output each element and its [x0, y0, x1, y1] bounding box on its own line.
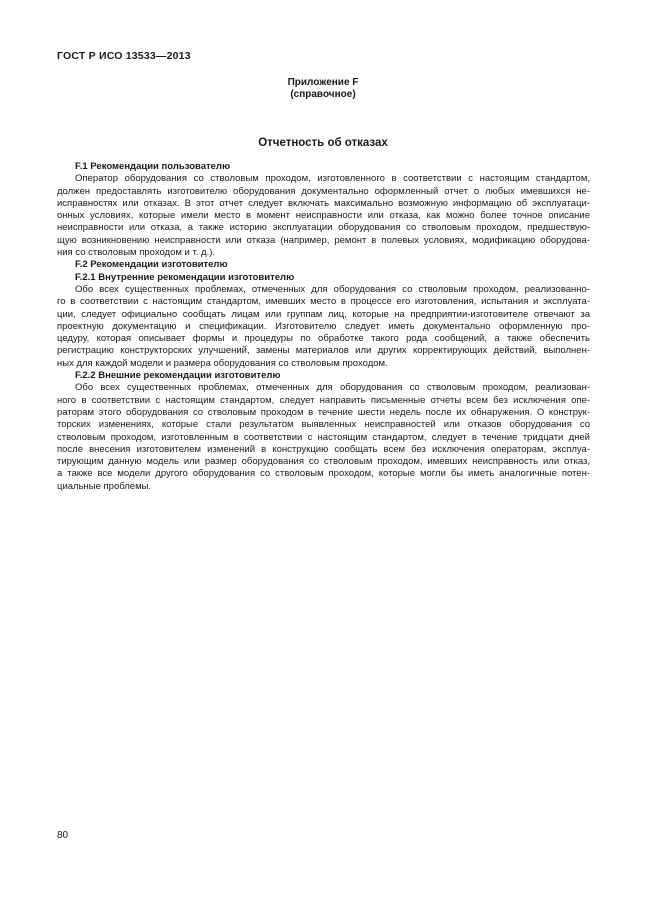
section-heading: F.2.1 Внутренние рекомендации изготовителю [75, 271, 295, 283]
paragraph-line: Обо всех существенных проблемах, отмеченных для оборудования со стволовым проходом, реализованно- [75, 283, 590, 295]
appendix-title: Приложение F [287, 77, 359, 88]
paragraph-line: неисправности или отказа, а также историю эксплуатации оборудования со стволовым проходом, предшествую- [57, 222, 590, 234]
paragraph-line: регистрацию конструкторских улучшений, замены материалов или других корректирующих действий, выполнен- [57, 345, 590, 357]
paragraph-line: тирующим данную модель или размер оборудования со стволовым проходом, имевших неисправность или отказ, [57, 456, 590, 468]
paragraph-line: циальные проблемы. [57, 480, 152, 492]
paragraph-line: ния со стволовым проходом и т. д.). [57, 247, 216, 259]
paragraph-line: щую возникновению неисправности или отказа (например, ремонт в полевых условиях, модификацию оборудова- [57, 234, 590, 246]
page-number: 80 [57, 830, 69, 841]
section-heading: F.2.2 Внешние рекомендации изготовителю [75, 370, 281, 382]
appendix-block [0, 77, 646, 100]
paragraph-line: го в соответствии с настоящим стандартом, имевших место в процессе его изготовления, испытания и эксплуата- [57, 296, 590, 308]
paragraph-line: цедуру, которая описывает формы и процедуры по обработке такого рода сообщений, а также обеспечить [57, 333, 590, 345]
paragraph-line: стволовым проходом, изготовленным в соответствии с настоящим стандартом, следует в течение тридцати дней [57, 431, 590, 443]
document-body [57, 161, 590, 493]
section-heading: F.1 Рекомендации пользователю [75, 161, 231, 172]
paragraph-line: а также все модели другого оборудования со стволовым проходом, которые могли бы иметь аналогичные потен- [57, 468, 590, 480]
appendix-subtitle: (справочное) [290, 88, 356, 100]
paragraph-line: ных для каждой модели и размера оборудования со стволовым проходом. [57, 357, 388, 369]
paragraph-line: раторам этого оборудования со стволовым проходом в течение шести недель после их обнаружения. О конструк- [57, 406, 590, 418]
paragraph-line: ции, следует официально сообщать лицам или группам лиц, которые на предприятии-изготовителе отвечают за [57, 308, 590, 320]
document-standard-number: ГОСТ Р ИСО 13533—2013 [57, 50, 191, 62]
paragraph-line: проектную документацию и спецификации. Изготовителю следует иметь документально оформленную про- [57, 320, 590, 332]
paragraph-line: онных условиях, которые имели место в момент неисправности или отказа, как можно более точное описание [57, 210, 590, 222]
paragraph-line: должен предоставлять изготовителю оборудования документально оформленный отчет о любых имевшихся не- [57, 185, 590, 197]
page-title: Отчетность об отказах [258, 137, 388, 149]
paragraph-line: исправностях или отказах. В этот отчет следует включать максимально возможную информацию об эксплуатаци- [57, 197, 590, 209]
paragraph-line: ного в соответствии с настоящим стандартом, следует направить письменные отчеты всем без исключения опе- [57, 394, 590, 406]
section-heading: F.2 Рекомендации изготовителю [75, 259, 228, 271]
paragraph-line: Обо всех существенных проблемах, отмеченных для оборудования со стволовым проходом, реализован- [75, 382, 590, 394]
paragraph-line: Оператор оборудования со стволовым проходом, изготовленного в соответствии с настоящим стандартом, [75, 173, 590, 185]
paragraph-line: после внесения изготовителем изменений в конструкцию сообщать всем без исключения операторам, эксплуа- [57, 443, 590, 455]
paragraph-line: торских изменениях, которые стали результатом выявленных неисправностей или отказов оборудования со [57, 419, 590, 431]
